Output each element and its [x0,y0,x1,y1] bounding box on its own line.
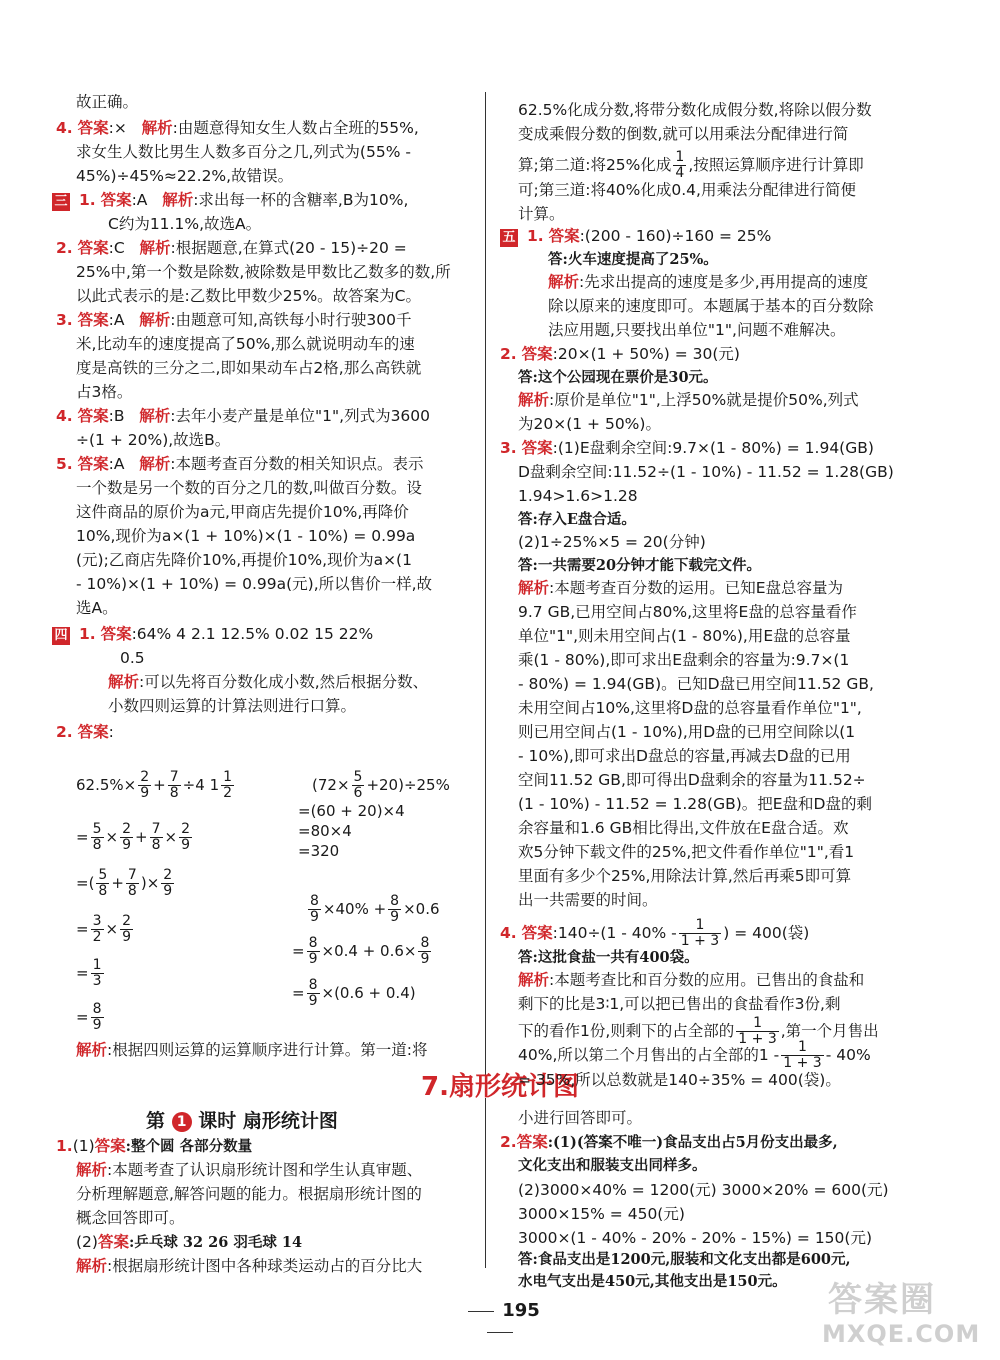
answer-label: 答案 [521,345,553,363]
math-line [306,894,440,925]
section-5-q4 [500,918,809,949]
numerator: 8 [390,893,400,909]
analysis-text: :本题考查百分数的相关知识点。表示 [170,455,424,473]
text-line: 可;第三道:将40%化成0.4,用乘法分配律进行简便 [518,181,856,199]
section-box: 五 [500,229,518,247]
denominator: 9 [308,951,318,967]
denominator: 8 [92,837,102,853]
question-number: 1. [78,191,96,209]
answer-value: :(1)(答案不唯一)食品支出占5月份支出最多, [547,1134,838,1151]
math-text: )× [140,874,160,892]
text-line: (元);乙商店先降价10%,再提价10%,现价为a×(1 [76,551,412,569]
text-line: 求女生人数比男生人数多百分之几,列式为(55% - [76,143,411,161]
denominator: 9 [140,785,150,801]
numerator: 1 [781,1040,823,1056]
fraction [91,914,104,945]
analysis-line [76,1160,422,1180]
text: ,第一个月售出 [780,1022,879,1040]
math-line [76,914,135,945]
numerator: 8 [308,935,318,951]
watermark-top-text: 答案圈 [828,1280,936,1320]
denominator: 9 [92,1017,102,1033]
math-text: (72× [312,776,350,794]
analysis-line [548,272,868,292]
text-line: 9.7 GB,已用空间占80%,这里将E盘的总容量看作 [518,603,857,621]
answer-colon: : [108,723,114,741]
text-line: 1.94>1.6>1.28 [518,487,638,505]
answer-value: ) = 400(袋) [723,924,810,942]
text-line: 余容量和1.6 GB相比得出,文件放在E盘合适。欢 [518,819,849,837]
analysis-label: 解析 [108,673,140,691]
fraction [150,822,163,853]
text-line: 25%中,第一个数是除数,被除数是甲数比乙数多的数,所 [76,263,451,281]
text-line: 占3格。 [76,383,133,401]
math-line [292,978,416,1009]
answer-value: :140÷(1 - 40% - [552,924,677,942]
denominator: 8 [151,837,161,853]
math-text: = [292,984,305,1002]
text-line: 度是高铁的三分之二,即如果动车占2格,那么高铁就 [76,359,422,377]
answer-label: 答案 [77,455,109,473]
text-line: - 80%) = 1.94(GB)。已知D盘已用空间11.52 GB, [518,675,874,693]
numerator: 8 [92,1001,102,1017]
section-3-q3 [56,310,412,330]
analysis-line [518,578,843,598]
analysis-text: :求出每一杯的含糖率,B为10%, [193,191,409,209]
fraction [388,894,401,925]
denominator: 8 [98,883,108,899]
answer-label: 答案 [100,191,132,209]
text-line: = 35%,所以总数就是140÷35% = 400(袋)。 [518,1071,841,1089]
bottom-q1-part2 [76,1232,302,1253]
math-text: ×0.6 [403,900,440,918]
answer-label: 答案 [77,407,109,425]
answer-label: 答案 [521,924,553,942]
part-label: (2) [76,1233,98,1251]
text: 下的看作1份,则剩下的占全部的 [518,1022,735,1040]
fraction [418,936,431,967]
math-line [76,822,194,853]
text-line: 0.5 [120,649,145,667]
fraction [120,914,133,945]
fraction [352,770,365,801]
numerator: 1 [223,769,233,785]
analysis-text: :本题考查了认识扇形统计图和学生认真审题、 [107,1161,423,1179]
math-text: 1 [209,776,220,794]
answer-value: :整个圆 各部分数量 [125,1138,253,1155]
text-line: 3000×(1 - 40% - 20% - 20% - 15%) = 150(元) [518,1229,873,1247]
fraction [138,770,151,801]
text-line: 故正确。 [76,93,139,111]
answer-label: 答案 [100,625,132,643]
analysis-label: 解析 [518,391,550,409]
text-line: 除以原来的速度即可。本题属于基本的百分数除 [548,297,874,315]
math-text: × [105,828,119,846]
text-line: 10%,现价为a×(1 + 10%)×(1 - 10%) = 0.99a [76,527,416,545]
numerator: 5 [92,821,102,837]
answer-value: :B [108,407,125,425]
part-label: (1) [72,1137,95,1155]
fraction [91,958,104,989]
math-text: × [105,920,119,938]
analysis-label: 解析 [139,311,171,329]
math-text: + [135,828,148,846]
text-line: 这件商品的原价为a元,甲商店先提价10%,再降价 [76,503,409,521]
fraction [307,978,320,1009]
denominator: 1 + 3 [680,933,720,949]
fraction [673,150,686,181]
question-number: 2. [500,1133,517,1151]
text-line: 米,比动车的速度提高了50%,那么就说明动车的速 [76,335,415,353]
text-line: 小数四则运算的计算法则进行口算。 [108,697,357,715]
denominator: 8 [169,785,179,801]
math-text: ×(0.6 + 0.4) [321,984,416,1002]
text-line: 里面有多少个25%,用除法计算,然后再乘5即可算 [518,867,852,885]
math-text: = [292,942,305,960]
answer-sentence: 答:这批食盐一共有400袋。 [518,949,699,966]
math-line [312,770,450,801]
column-divider [485,92,486,1092]
answer-value: :64% 4 2.1 12.5% 0.02 15 22% [131,625,374,643]
denominator: 4 [675,165,685,181]
numerator: 2 [163,867,173,883]
fraction [679,918,721,949]
math-text: +20)÷25% [366,776,450,794]
analysis-text: :原价是单位"1",上浮50%就是提价50%,列式 [549,391,859,409]
text-line: 为20×(1 + 50%)。 [518,415,661,433]
answer-label: 答案 [516,1133,548,1151]
question-number: 2. [56,239,73,257]
text-line: 计算。 [518,205,565,223]
numerator: 2 [140,769,150,785]
text-line: 空间11.52 GB,即可得出D盘剩余的容量为11.52÷ [518,771,866,789]
text-line: 欢5分钟下载文件的25%,把文件看作单位"1",看1 [518,843,855,861]
text-line: 则已用空间占(1 - 10%),用D盘的已用空间除以(1 [518,723,856,741]
analysis-label: 解析 [141,119,173,137]
analysis-text: :可以先将百分数化成小数,然后根据分数、 [139,673,429,691]
analysis-line [76,1256,422,1276]
text-line: - 10%),即可求出D盘总的容量,再减去D盘的已用 [518,747,851,765]
text-line: 未用空间占10%,这里将D盘的总容量看作单位"1", [518,699,862,717]
analysis-line [518,970,864,990]
text-line: 单位"1",则未用空间占(1 - 80%),用E盘的总容量 [518,627,851,645]
question-number: 4. [500,924,517,942]
answer-value: :(1)E盘剩余空间:9.7×(1 - 80%) = 1.94(GB) [552,439,874,457]
text-line: 出一共需要的时间。 [518,891,658,909]
text-line: 概念回答即可。 [76,1209,185,1227]
answer-sentence: 答:食品支出是1200元,服装和文化支出都是600元, [518,1251,851,1268]
answer-value: :A [131,191,148,209]
fraction [96,868,109,899]
math-line: =80×4 [298,822,352,840]
text-line: 变成乘假分数的倒数,就可以用乘法分配律进行简 [518,125,849,143]
text-line: - 10%)×(1 + 10%) = 0.99a(元),所以售价一样,故 [76,575,433,593]
numerator: 1 [736,1016,778,1032]
fraction [161,868,174,899]
analysis-text: :根据四则运算的运算顺序进行计算。第一道:将 [107,1041,428,1059]
fraction [307,936,320,967]
answer-sentence: 答:这个公园现在票价是30元。 [518,369,718,386]
page-number [440,1300,560,1342]
numerator: 1 [675,149,685,165]
denominator: 9 [122,837,131,853]
section-5-q2 [500,344,740,364]
denominator: 1 + 3 [783,1055,822,1071]
lesson-title [146,1106,338,1133]
answer-label: 答案 [77,239,109,257]
bottom-q2 [500,1132,838,1153]
math-text: = [76,828,89,846]
analysis-text: :本题考查百分数的运用。已知E盘总容量为 [549,579,844,597]
text-line: 小进行回答即可。 [518,1109,643,1127]
lesson-prefix: 第 [146,1110,166,1132]
denominator: 9 [308,993,318,1009]
answer-value: :C [108,239,125,257]
text-line: 62.5%化成分数,将带分数化成假分数,将除以假分数 [518,101,872,119]
answer-value: :A [108,455,125,473]
dash-left [468,1311,494,1312]
section-3-q4 [56,406,430,426]
text-line: 剩下的比是3∶1,可以把已售出的食盐看作3份,剩 [518,995,841,1013]
math-line [76,868,176,899]
analysis-text: :去年小麦产量是单位"1",列式为3600 [170,407,431,425]
watermark-logo [808,1272,988,1352]
text: - 40% [825,1046,871,1064]
analysis-label: 解析 [518,579,550,597]
analysis-text: :根据题意,在算式(20 - 15)÷20 = [170,239,407,257]
analysis-line [108,672,428,692]
text: 算;第二道:将25%化成 [518,156,672,174]
denominator: 9 [163,883,173,899]
analysis-label: 解析 [162,191,194,209]
text: 40%,所以第二个月售出的占全部的1 - [518,1046,780,1064]
answer-value: :(200 - 160)÷160 = 25% [579,227,772,245]
math-line: =(60 + 20)×4 [298,802,405,820]
text-line: 45%)÷45%≈22.2%,故错误。 [76,167,294,185]
analysis-text: :本题考查比和百分数的应用。已售出的食盐和 [549,971,865,989]
numerator: 1 [92,957,102,973]
text-line: C约为11.1%,故选A。 [108,215,262,233]
analysis-text: :由题意可知,高铁每小时行驶300千 [170,311,412,329]
denominator: 6 [353,785,363,801]
section-5-q1 [500,226,771,247]
math-text: × [164,828,178,846]
denominator: 9 [390,909,400,925]
analysis-label: 解析 [548,273,580,291]
numerator: 7 [169,769,179,785]
numerator: 5 [353,769,363,785]
text-line: 乘(1 - 80%),即可求出E盘剩余的容量为:9.7×(1 [518,651,850,669]
answer-value: :A [108,311,125,329]
question-number: 5. [56,455,73,473]
fraction [126,868,139,899]
analysis-text: :由题意得知女生人数占全班的55%, [172,119,419,137]
math-text: 62.5%× [76,776,137,794]
question-4 [56,118,419,138]
analysis-label: 解析 [518,971,550,989]
question-number: 2. [500,345,517,363]
numerator: 7 [151,821,161,837]
fraction [91,822,104,853]
numerator: 8 [310,893,319,909]
text-line: 分析理解题意,解答问题的能力。根据扇形统计图的 [76,1185,422,1203]
denominator: 9 [181,837,190,853]
question-number: 2. [56,723,73,741]
denominator: 2 [223,785,233,801]
math-text: + [153,776,166,794]
answer-label: 答案 [97,1233,129,1251]
answer-label: 答案 [77,311,109,329]
answer-label: 答案 [77,119,109,137]
answer-sentence: 答:火车速度提高了25%。 [548,251,718,268]
analysis-line [76,1040,427,1060]
answer-value: :乒乓球 32 26 羽毛球 14 [128,1234,303,1251]
analysis-label: 解析 [76,1161,108,1179]
question-number: 4. [56,119,73,137]
text-line: 一个数是另一个数的百分之几的数,叫做百分数。设 [76,479,422,497]
denominator: 9 [122,929,131,945]
text-line: (1 - 10%) - 11.52 = 1.28(GB)。把E盘和D盘的剩 [518,795,872,813]
analysis-text: :根据扇形统计图中各种球类运动占的百分比大 [107,1257,423,1275]
numerator: 8 [420,935,430,951]
math-text: ÷4 [182,776,205,794]
math-line: =320 [298,842,340,860]
section-3-q5 [56,454,424,474]
fraction [120,822,133,853]
denominator: 2 [92,929,102,945]
lesson-name: 课时 扇形统计图 [198,1110,338,1132]
lesson-number-badge: 1 [172,1112,192,1132]
section-box: 三 [52,193,70,211]
analysis-label: 解析 [76,1257,108,1275]
math-text: = [76,1008,89,1026]
analysis-label: 解析 [139,407,171,425]
numerator: 8 [308,977,318,993]
question-number: 4. [56,407,73,425]
fraction [91,1002,104,1033]
math-line [292,936,433,967]
numerator: 1 [679,918,721,934]
analysis-label: 解析 [139,239,171,257]
text-line [518,150,864,181]
fraction [781,1040,823,1071]
page-number-text: 195 [502,1300,540,1321]
answer-label: 答案 [521,439,553,457]
text-line: 选A。 [76,599,118,617]
section-4-q2 [56,722,114,742]
math-line [76,1002,106,1033]
fraction [168,770,181,801]
denominator: 3 [92,973,102,989]
text-line: D盘剩余空间:11.52÷(1 - 10%) - 11.52 = 1.28(GB) [518,463,894,481]
fraction [221,770,234,801]
answer-label: 答案 [548,227,580,245]
text-line: ÷(1 + 20%),故选B。 [76,431,231,449]
math-text: + [111,874,124,892]
answer-label: 答案 [94,1137,126,1155]
numerator: 2 [181,821,190,837]
answer-value: :20×(1 + 50%) = 30(元) [552,345,740,363]
denominator: 9 [420,951,430,967]
analysis-label: 解析 [76,1041,108,1059]
text-line: 3000×15% = 450(元) [518,1205,685,1223]
math-line [76,958,106,989]
section-4-q1 [52,624,373,645]
math-text: = [76,964,89,982]
numerator: 7 [127,867,137,883]
denominator: 1 + 3 [738,1031,777,1047]
question-number: 1. [78,625,96,643]
answer-sentence: 答:一共需要20分钟才能下载完文件。 [518,557,762,574]
section-3-q2 [56,238,407,258]
dash-right [487,1332,513,1333]
denominator: 8 [127,883,137,899]
answer-sentence: 答:存入E盘合适。 [518,511,636,528]
section-3-q1 [52,190,408,211]
text-line: (2)3000×40% = 1200(元) 3000×20% = 600(元) [518,1181,889,1199]
column-divider-bottom [485,1098,486,1268]
answer-value: :× [108,119,127,137]
analysis-label: 解析 [139,455,171,473]
question-number: 3. [500,439,517,457]
answer-label: 答案 [77,723,109,741]
fraction [179,822,192,853]
question-number: 1. [56,1137,73,1155]
math-text: =( [76,874,95,892]
text-line: 以此式表示的是:乙数比甲数少25%。故答案为C。 [76,287,421,305]
question-number: 3. [56,311,73,329]
fraction [308,894,321,925]
numerator: 2 [122,821,131,837]
question-number: 1. [526,227,544,245]
analysis-text: :先求出提高的速度是多少,再用提高的速度 [579,273,869,291]
text-line: (2)1÷25%×5 = 20(分钟) [518,533,706,551]
text-line: 法应用题,只要找出单位"1",问题不难解决。 [548,321,846,339]
section-title: 7.扇形统计图 [421,1072,579,1102]
answer-sentence: 文化支出和服装支出同样多。 [518,1157,707,1174]
numerator: 2 [122,913,131,929]
numerator: 3 [92,913,102,929]
math-text: ×0.4 + 0.6× [321,942,417,960]
section-box: 四 [52,627,70,645]
bottom-q1 [56,1136,252,1157]
numerator: 5 [98,867,108,883]
section-5-q3 [500,438,874,458]
watermark-bottom-text: MXQE.COM [822,1320,981,1348]
answer-sentence: 水电气支出是450元,其他支出是150元。 [518,1273,787,1290]
math-text: ×40% + [322,900,387,918]
analysis-line [518,390,859,410]
denominator: 9 [310,909,319,925]
text: ,按照运算顺序进行计算即 [688,156,864,174]
math-line [76,770,236,801]
math-text: = [76,920,89,938]
